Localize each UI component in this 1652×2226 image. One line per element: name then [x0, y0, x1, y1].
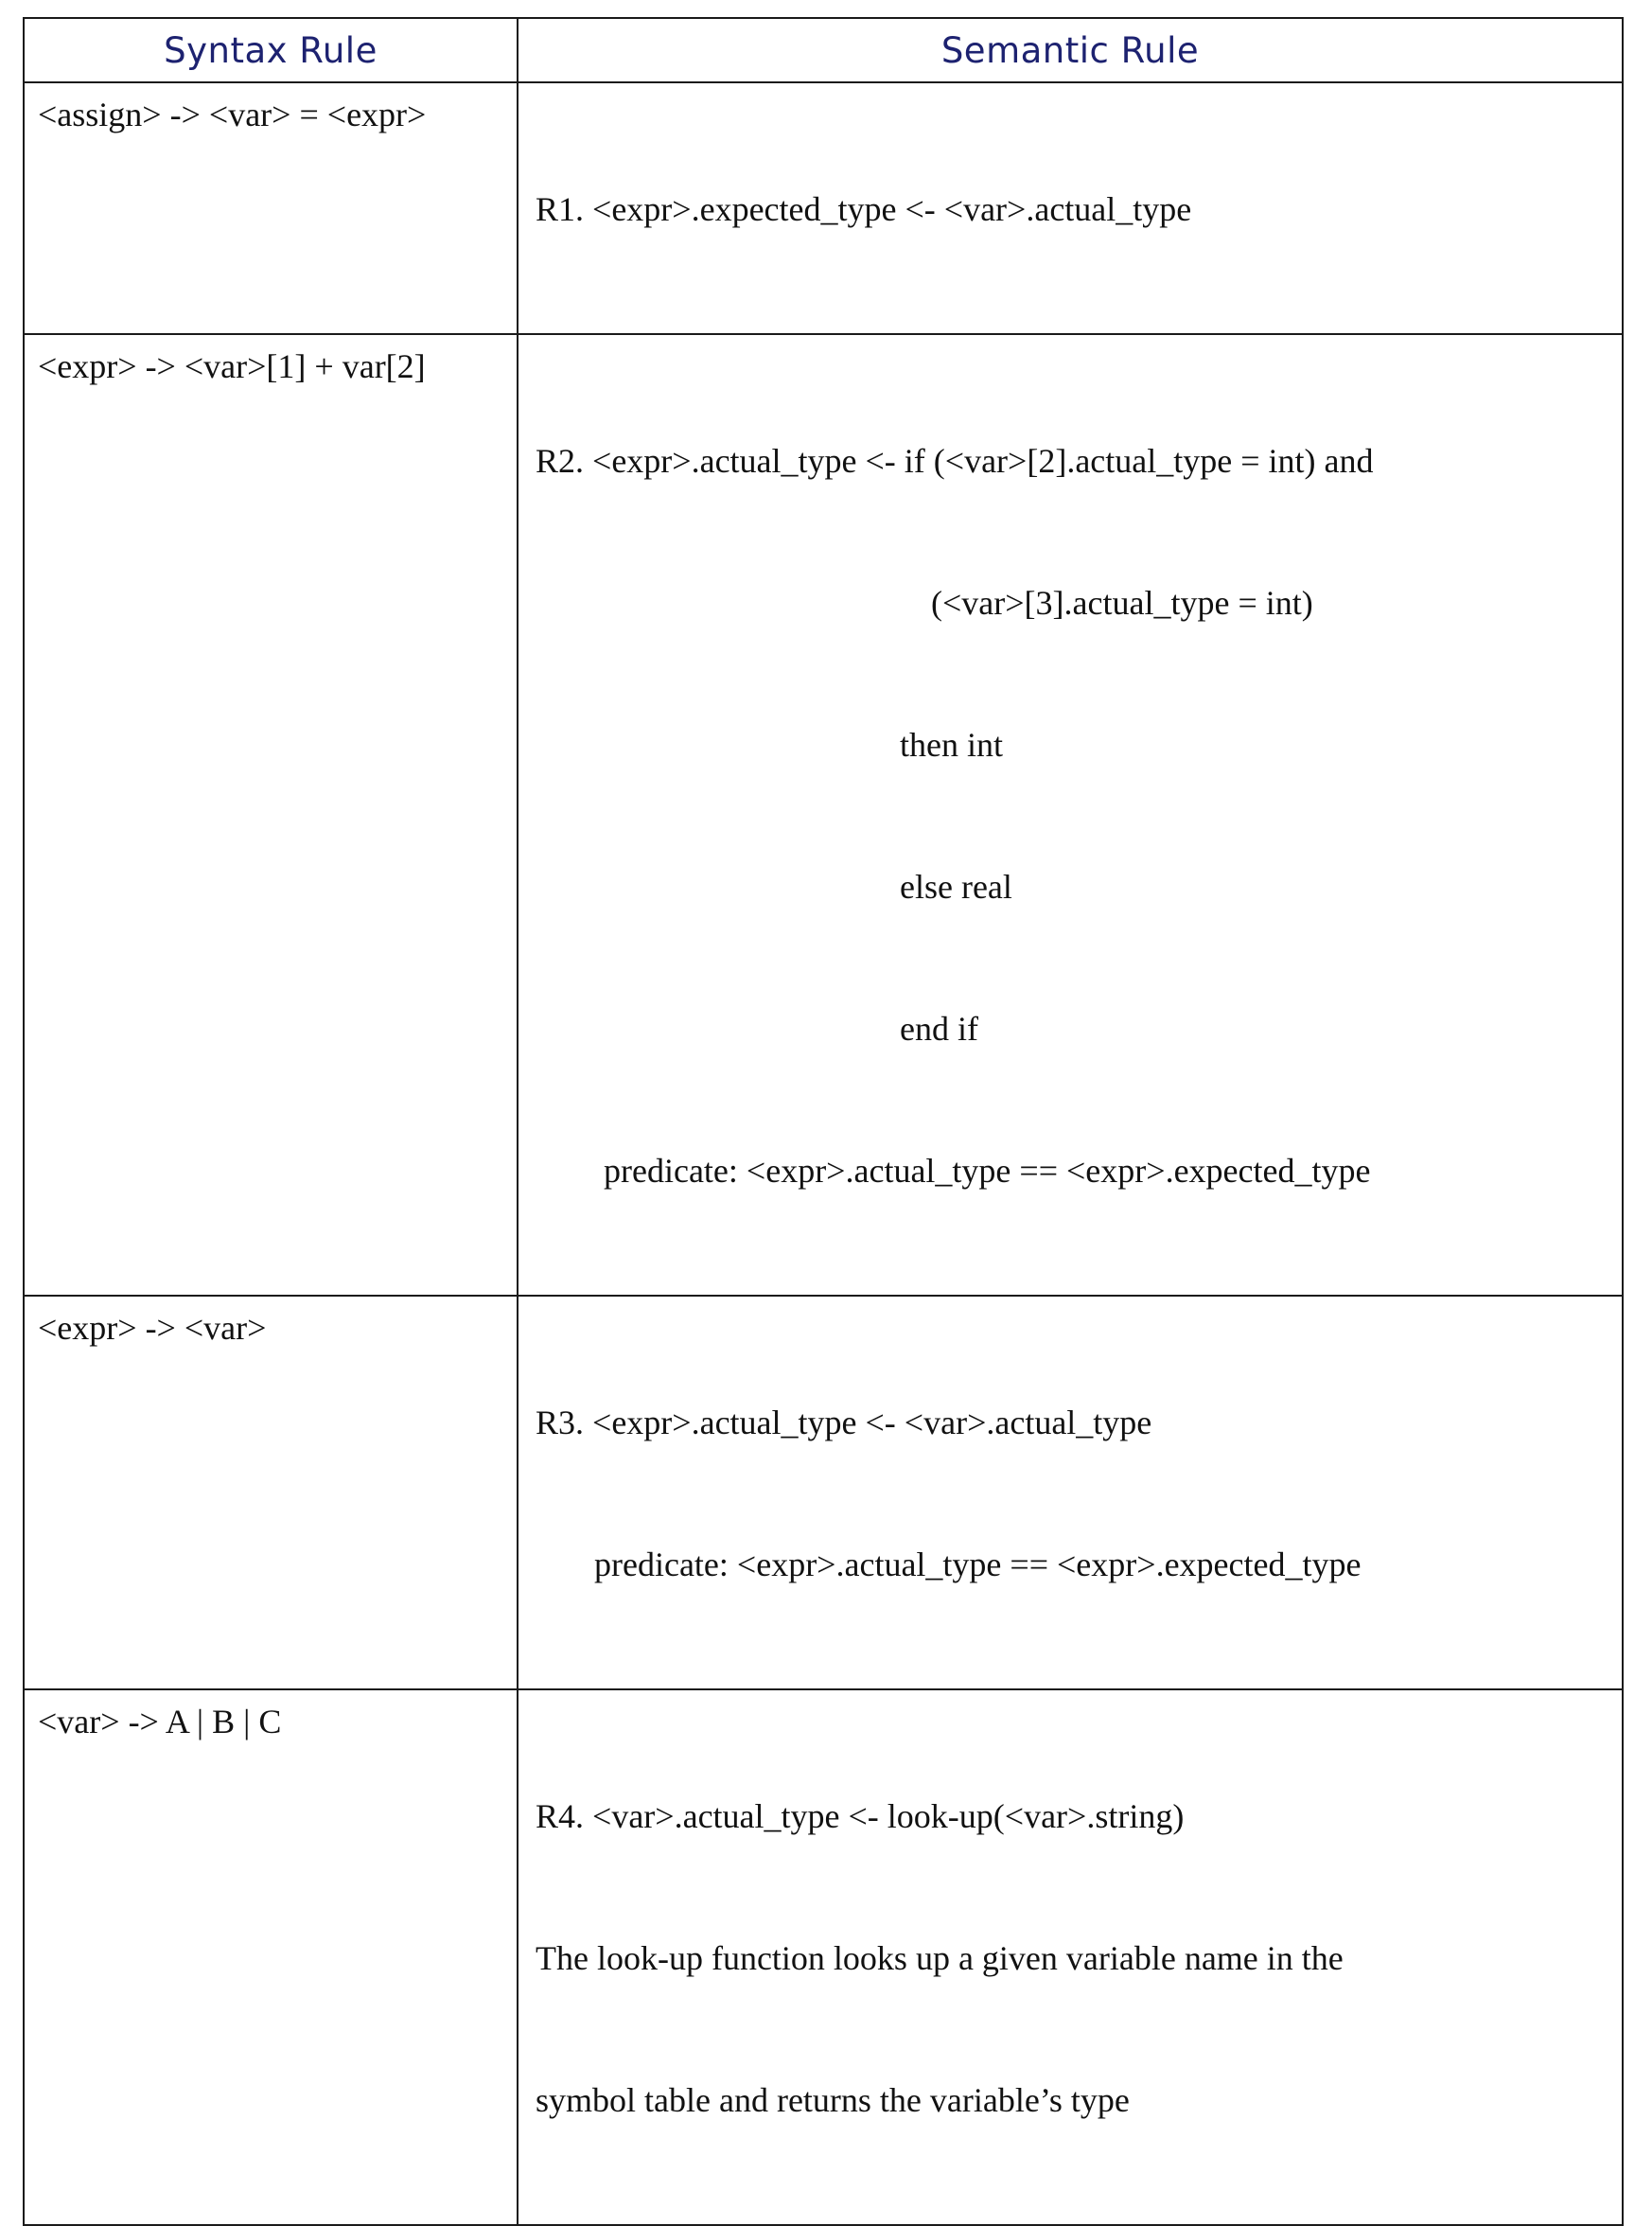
- semantic-cell: [518, 1689, 1623, 2225]
- predicate-line: predicate: <expr>.actual_type == <expr>.expected_type: [594, 1546, 1362, 1583]
- semantic-line: R3. <expr>.actual_type <- <var>.actual_type: [536, 1404, 1152, 1441]
- syntax-rule-text: <expr> -> <var>[1] + var[2]: [38, 347, 426, 385]
- table-row: [24, 82, 1623, 334]
- semantic-line: R2. <expr>.actual_type <- if (<var>[2].actual_type = int) and: [536, 442, 1374, 480]
- syntax-rule-header: Syntax Rule: [24, 18, 518, 82]
- syntax-cell: [24, 1689, 518, 2225]
- semantic-line: then int: [900, 726, 1003, 764]
- predicate-line: predicate: <expr>.actual_type == <expr>.expected_type: [604, 1152, 1371, 1190]
- semantic-cell: [518, 1296, 1623, 1689]
- syntax-cell: [24, 334, 518, 1296]
- syntax-rule-text: <assign> -> <var> = <expr>: [38, 96, 427, 133]
- semantic-line: (<var>[3].actual_type = int): [931, 584, 1313, 622]
- semantic-cell: [518, 334, 1623, 1296]
- semantic-cell: [518, 82, 1623, 334]
- header-row: [24, 18, 1623, 82]
- semantic-line: symbol table and returns the variable’s type: [536, 2081, 1130, 2119]
- semantic-line: else real: [900, 868, 1012, 906]
- syntax-cell: [24, 1296, 518, 1689]
- table-row: [24, 1296, 1623, 1689]
- semantic-line: R1. <expr>.expected_type <- <var>.actual_type: [536, 190, 1192, 228]
- table-row: [24, 1689, 1623, 2225]
- attribute-grammar-table: [23, 17, 1624, 2226]
- syntax-rule-text: <var> -> A | B | C: [38, 1703, 282, 1740]
- table-row: [24, 334, 1623, 1296]
- semantic-line: end if: [900, 1010, 978, 1048]
- syntax-cell: [24, 82, 518, 334]
- semantic-line: R4. <var>.actual_type <- look-up(<var>.string): [536, 1797, 1185, 1835]
- semantic-line: The look-up function looks up a given variable name in the: [536, 1939, 1344, 1977]
- semantic-rule-header: Semantic Rule: [518, 18, 1623, 82]
- syntax-rule-text: <expr> -> <var>: [38, 1309, 267, 1347]
